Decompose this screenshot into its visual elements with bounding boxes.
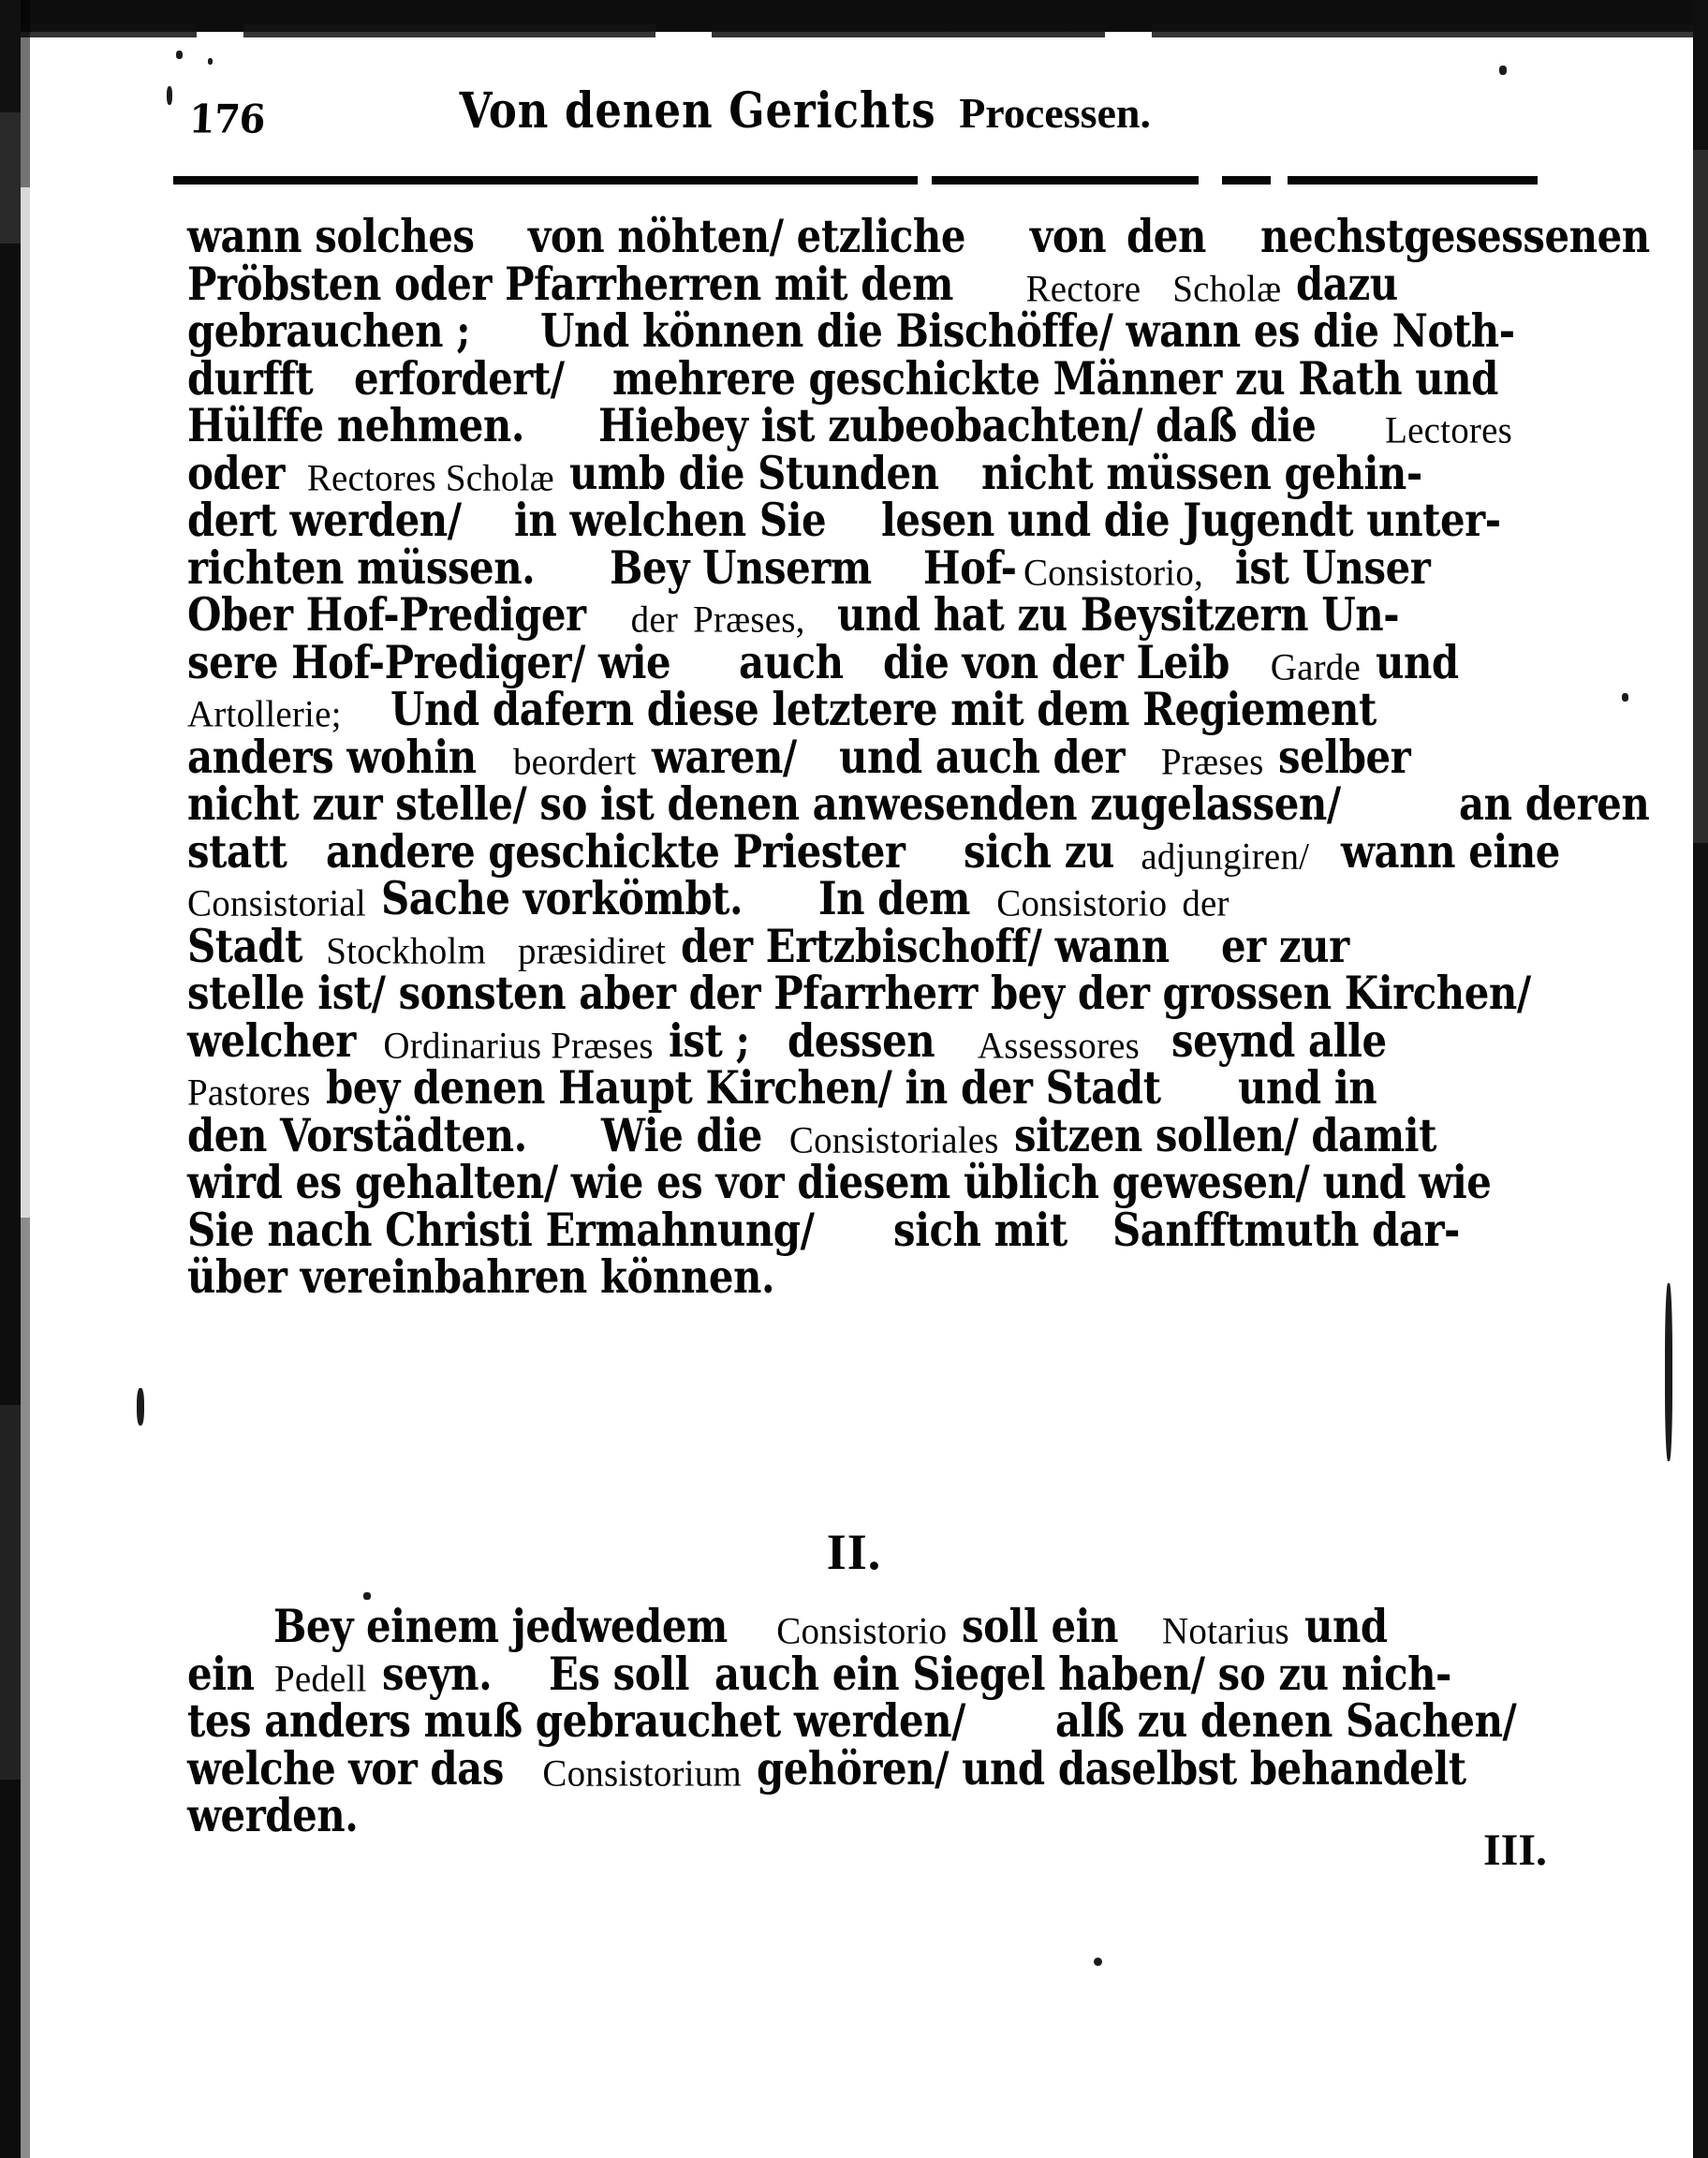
body-line — [187, 871, 1547, 925]
roman-type-run: Consistorio, — [1023, 551, 1203, 594]
fraktur-type-run: Hülffe nehmen. — [187, 398, 524, 452]
fraktur-type-run: der Ertzbischoff/ wann — [681, 919, 1170, 973]
page-title-roman: Processen. — [959, 89, 1152, 137]
section-ii-line — [187, 1788, 1547, 1842]
roman-type-run: Consistorio — [996, 882, 1168, 924]
body-line — [187, 587, 1547, 642]
body-line — [187, 1060, 1547, 1115]
body-line — [187, 351, 1547, 406]
fraktur-type-run: Und können die Bischöffe/ wann es die Noth- — [539, 303, 1515, 358]
scan-edge-left — [0, 0, 21, 2158]
fraktur-type-run: soll ein — [962, 1599, 1119, 1653]
scan-edge-top — [0, 0, 1708, 32]
fraktur-type-run: er zur — [1221, 919, 1349, 973]
roman-type-run: Lectores — [1385, 409, 1512, 451]
scan-speck — [176, 51, 183, 59]
body-line — [187, 1013, 1547, 1068]
roman-type-run: Scholæ — [1172, 267, 1282, 310]
roman-type-run: præsidiret — [518, 929, 666, 972]
fraktur-type-run: mehrere geschickte Männer zu Rath und — [611, 351, 1498, 406]
scan-speck — [208, 58, 213, 65]
roman-type-run: Pedell — [273, 1657, 367, 1700]
fraktur-type-run: die von der Leib — [883, 635, 1229, 689]
fraktur-type-run: welcher — [187, 1013, 356, 1068]
fraktur-type-run: Stadt — [187, 919, 302, 973]
fraktur-type-run: von nöhten/ etzliche — [527, 209, 965, 263]
roman-type-run: der — [630, 599, 679, 641]
fraktur-type-run: wann eine — [1341, 824, 1561, 879]
fraktur-type-run: ein — [187, 1647, 255, 1701]
fraktur-type-run: und — [1303, 1599, 1388, 1653]
fraktur-type-run: dert werden/ — [187, 493, 462, 547]
fraktur-type-run: seyn. — [381, 1647, 492, 1701]
fraktur-type-run: ist ; — [668, 1013, 750, 1068]
fraktur-type-run: und — [1376, 635, 1459, 689]
fraktur-type-run: den Vorstädten. — [187, 1108, 527, 1162]
fraktur-type-run: statt — [187, 824, 287, 879]
roman-type-run: adjungiren/ — [1141, 835, 1310, 878]
fraktur-type-run: werden. — [187, 1788, 359, 1842]
fraktur-type-run: Sie nach Christi Ermahnung/ — [187, 1203, 815, 1257]
body-line — [187, 209, 1651, 263]
fraktur-type-run: sich mit — [892, 1203, 1068, 1257]
fraktur-type-run: gebrauchen ; — [187, 303, 471, 358]
fraktur-type-run: umb die Stunden — [568, 446, 939, 500]
fraktur-type-run: nechstgesessenen — [1260, 209, 1651, 263]
scan-speck — [1665, 1283, 1672, 1461]
fraktur-type-run: nicht müssen gehin- — [981, 446, 1423, 500]
roman-type-run: der — [1182, 882, 1229, 924]
section-heading-ii: II. — [826, 1524, 882, 1580]
fraktur-type-run: sitzen sollen/ damit — [1013, 1108, 1436, 1162]
fraktur-type-run: anders wohin — [187, 730, 477, 784]
roman-type-run: Garde — [1270, 645, 1362, 688]
fraktur-type-run: gehören/ und daselbst behandelt — [756, 1741, 1466, 1796]
fraktur-type-run: von — [1029, 209, 1106, 263]
body-line — [187, 446, 1547, 500]
roman-type-run: Assessores — [977, 1024, 1141, 1067]
body-text-block — [187, 209, 1651, 1304]
fraktur-type-run: wann solches — [187, 209, 475, 263]
running-head — [140, 82, 1536, 148]
fraktur-type-run: selber — [1278, 730, 1411, 784]
scan-speck — [1622, 693, 1628, 702]
body-line — [187, 776, 1650, 831]
fraktur-type-run: auch — [739, 635, 844, 689]
fraktur-type-run: über vereinbahren können. — [187, 1249, 775, 1304]
body-line — [187, 398, 1547, 452]
body-line — [187, 1108, 1547, 1162]
fraktur-type-run: Bey Unserm — [610, 540, 872, 595]
fraktur-type-run: lesen und die Jugendt unter- — [880, 493, 1501, 547]
fraktur-type-run: waren/ — [651, 730, 797, 784]
scan-speck — [1499, 66, 1507, 75]
body-line — [187, 1155, 1547, 1209]
header-rule — [173, 176, 1538, 185]
fraktur-type-run: oder — [187, 446, 286, 500]
body-line — [187, 635, 1547, 689]
section-ii-line — [187, 1693, 1547, 1748]
catchword: III. — [1482, 1825, 1547, 1875]
roman-type-run: Consistorial — [187, 882, 366, 924]
fraktur-type-run: Pröbsten oder Pfarrherren mit dem — [187, 257, 954, 311]
fraktur-type-run: In dem — [818, 871, 971, 925]
roman-type-run: Consistorio — [776, 1610, 948, 1652]
roman-type-run: Pastores — [187, 1072, 311, 1114]
fraktur-type-run: durfft — [187, 351, 314, 406]
roman-type-run: Rectore — [1025, 267, 1141, 310]
roman-type-run: Consistoriales — [788, 1118, 999, 1161]
fraktur-type-run: an deren — [1459, 776, 1650, 831]
section-ii-line — [187, 1647, 1547, 1701]
page-title — [449, 82, 1151, 140]
scan-speck — [137, 1388, 144, 1426]
body-line — [187, 824, 1561, 879]
fraktur-type-run: tes anders muß gebrauchet werden/ — [187, 1693, 965, 1748]
fraktur-type-run: und auch der — [838, 730, 1125, 784]
roman-type-run: Ordinarius Præses — [383, 1024, 654, 1067]
fraktur-type-run: Und dafern diese letztere mit dem Regiement — [390, 682, 1377, 736]
fraktur-type-run: ist Unser — [1234, 540, 1431, 595]
roman-type-run: Notarius — [1162, 1610, 1289, 1652]
fraktur-type-run: richten müssen. — [187, 540, 536, 595]
fraktur-type-run: wird es gehalten/ wie es vor diesem üblich gewesen/ und wie — [187, 1155, 1492, 1209]
body-line — [187, 682, 1547, 736]
fraktur-type-run: in welchen Sie — [513, 493, 826, 547]
fraktur-type-run: bey denen Haupt Kirchen/ in der Stadt — [325, 1060, 1161, 1115]
fraktur-type-run: welche vor das — [187, 1741, 504, 1796]
body-line — [187, 919, 1547, 973]
fraktur-type-run: alß zu denen Sachen/ — [1055, 1693, 1517, 1748]
fraktur-type-run: Ober Hof-Prediger — [187, 587, 586, 642]
fraktur-type-run: Hiebey ist zubeobachten/ daß die — [598, 398, 1317, 452]
body-line — [187, 303, 1547, 358]
body-line — [187, 730, 1547, 784]
fraktur-type-run: erfordert/ — [354, 351, 565, 406]
section-ii-line — [187, 1599, 1547, 1653]
fraktur-type-run: sich zu — [964, 824, 1115, 879]
roman-type-run: Præses — [1160, 740, 1264, 783]
roman-type-run: beordert — [512, 740, 637, 783]
scan-edge-right — [1693, 0, 1708, 2158]
fraktur-type-run: Sanfftmuth dar- — [1112, 1203, 1460, 1257]
fraktur-type-run: dessen — [787, 1013, 935, 1068]
fraktur-type-run: und in — [1238, 1060, 1377, 1115]
fraktur-type-run: sere Hof-Prediger/ wie — [187, 635, 671, 689]
fraktur-type-run: dazu — [1296, 257, 1399, 311]
page-foot-speck — [1094, 1958, 1102, 1966]
roman-type-run: Consistorium — [542, 1752, 742, 1795]
fraktur-type-run: seynd alle — [1171, 1013, 1387, 1068]
fraktur-type-run: den — [1126, 209, 1206, 263]
fraktur-type-run: Es soll — [548, 1647, 689, 1701]
body-line — [187, 1203, 1547, 1257]
fraktur-type-run: Bey einem jedwedem — [273, 1599, 728, 1653]
section-ii-text-block — [187, 1599, 1547, 1842]
roman-type-run: Stockholm — [326, 929, 487, 972]
fraktur-type-run: und hat zu Beysitzern Un- — [836, 587, 1399, 642]
page-number: 176 — [187, 96, 266, 143]
fraktur-type-run: stelle ist/ sonsten aber der Pfarrherr bey der grossen Kirchen/ — [187, 966, 1531, 1020]
fraktur-type-run: andere geschickte Priester — [326, 824, 906, 879]
body-line — [187, 966, 1547, 1020]
fraktur-type-run: Hof- — [922, 540, 1017, 595]
page-title-fraktur: Von denen Gerichts — [459, 82, 936, 140]
roman-type-run: Artollerie; — [187, 693, 342, 735]
body-line — [187, 493, 1547, 547]
scan-edge-left-shadow — [21, 0, 30, 2158]
fraktur-type-run: Sache vorkömbt. — [380, 871, 744, 925]
fraktur-type-run: Wie die — [601, 1108, 762, 1162]
body-line — [187, 540, 1547, 595]
body-line — [187, 1249, 1547, 1304]
section-ii-line — [187, 1741, 1547, 1796]
body-line — [187, 257, 1547, 311]
fraktur-type-run: nicht zur stelle/ so ist denen anwesenden zugelassen/ — [187, 776, 1341, 831]
fraktur-type-run: auch ein Siegel haben/ so zu nich- — [714, 1647, 1451, 1701]
roman-type-run: Præses, — [693, 599, 805, 641]
roman-type-run: Rectores Scholæ — [306, 456, 554, 499]
